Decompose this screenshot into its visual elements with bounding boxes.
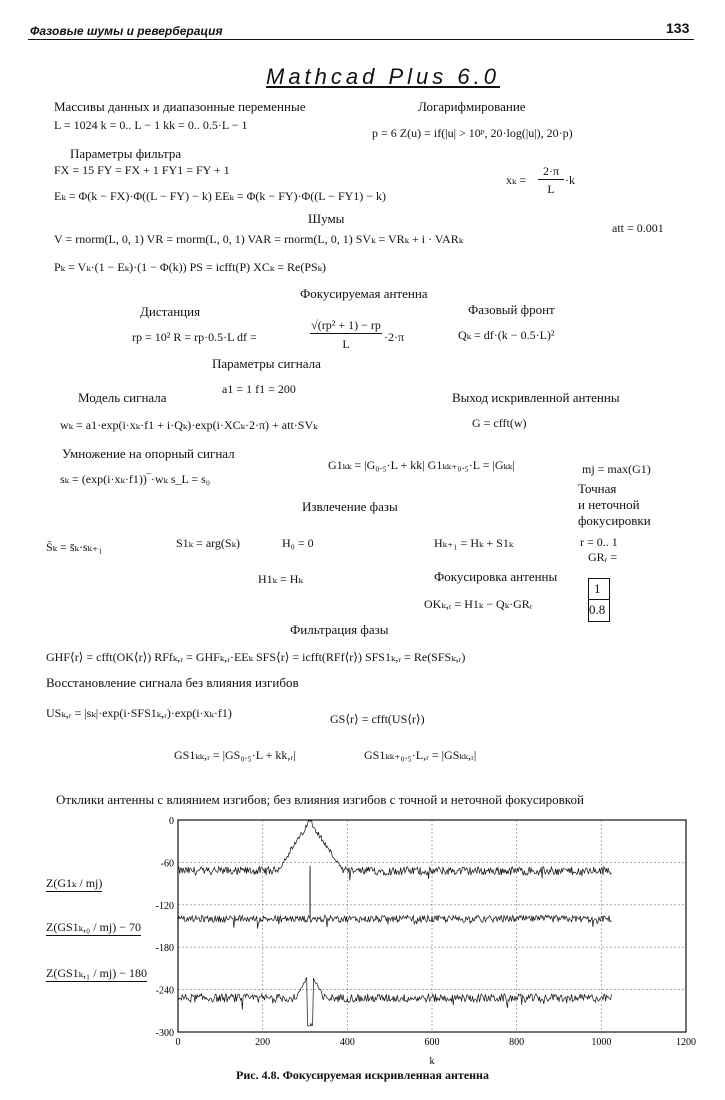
- plot-heading: Отклики антенны с влиянием изгибов; без влияния изгибов с точной и неточной фокусировкой: [56, 792, 584, 807]
- y-tick-label: -240: [155, 985, 174, 997]
- x-tick-label: 400: [339, 1037, 355, 1048]
- plot-ticks: [156, 816, 696, 1067]
- gr-lhs: GRᵣ =: [588, 550, 618, 564]
- df-num: √(rp² + 1) − rp: [311, 318, 381, 332]
- focus-label-2: и неточной: [578, 497, 640, 512]
- y-tick-label: 0: [169, 816, 174, 827]
- page-number: 133: [666, 20, 690, 36]
- multiply-label: Умножение на опорный сигнал: [62, 446, 235, 461]
- page-title: Mathcad Plus 6.0: [266, 64, 500, 89]
- us-formula: USₖ,ᵣ = |sₖ|·exp(i·SFS1ₖ,ᵣ)·exp(i·xₖ·f1): [46, 706, 232, 720]
- y-tick-label: -300: [155, 1028, 174, 1039]
- g-fft-formula: G = cfft(w): [472, 416, 527, 430]
- y-tick-label: -60: [160, 858, 174, 870]
- x-tick-label: 1000: [591, 1037, 612, 1048]
- log-label: Логарифмирование: [418, 99, 526, 114]
- figure-caption: Рис. 4.8. Фокусируемая искривленная антенна: [236, 1068, 489, 1082]
- df-den: L: [342, 337, 350, 351]
- ek-formula: Eₖ = Φ(k − FX)·Φ((L − FY) − k) EEₖ = Φ(k − FY)·Φ((L − FY1) − k): [54, 189, 387, 203]
- x-tick-label: 1200: [676, 1037, 696, 1048]
- restore-label: Восстановление сигнала без влияния изгибов: [46, 675, 299, 690]
- mj-formula: mj = max(G1): [582, 462, 651, 476]
- distance-label: Дистанция: [140, 304, 201, 319]
- x-tick-label: 600: [424, 1037, 440, 1048]
- h0-formula: H₀ = 0: [282, 536, 314, 550]
- focused-antenna-label: Фокусируемая антенна: [300, 286, 428, 301]
- y-tick-label: -120: [155, 900, 174, 912]
- x-tick-label: 800: [509, 1037, 525, 1048]
- signal-params-label: Параметры сигнала: [212, 356, 321, 371]
- plot-series-3: [178, 977, 612, 1026]
- signal-params: a1 = 1 f1 = 200: [222, 382, 296, 396]
- s-bar-formula: S̄ₖ = s̄ₖ·sₖ₊₁: [46, 540, 103, 554]
- legend-expr-1: Z(G1ₖ / mj): [46, 876, 103, 890]
- gs1a-formula: GS1ₖₖ,ᵣ = |GS₀.₅·L + kk,ᵣ|: [174, 748, 296, 762]
- data-arrays-label: Массивы данных и диапазонные переменные: [54, 99, 306, 114]
- xk-den: L: [547, 182, 555, 196]
- xk-num: 2·π: [538, 164, 564, 180]
- xk-rhs: ·k: [565, 173, 575, 187]
- filter-label: Параметры фильтра: [70, 146, 182, 161]
- focus-label-1: Точная: [578, 481, 617, 496]
- legend-expr-2: Z(GS1ₖ,₀ / mj) − 70: [46, 920, 141, 934]
- plot-series-group: [178, 820, 612, 1026]
- x-axis-label: k: [429, 1056, 435, 1067]
- phase-filter-formula: GHF⟨r⟩ = cfft(OK⟨r⟩) RFfₖ,ᵣ = GHFₖ,ᵣ·EEₖ SFS⟨r⟩ = icfft(RFf⟨r⟩) SFS1ₖ,ᵣ = Re(SFSₖ,ᵣ): [46, 650, 466, 664]
- x-tick-label: 0: [175, 1037, 181, 1048]
- antenna-focus-label: Фокусировка антенны: [434, 569, 558, 584]
- sk-formula: sₖ = (exp(i·xₖ·f1))‾·wₖ s_L = s₀: [60, 472, 211, 486]
- signal-model-formula: wₖ = a1·exp(i·xₖ·f1 + i·Qₖ)·exp(i·XCₖ·2·π) + att·SVₖ: [60, 418, 318, 432]
- gr-matrix: [588, 578, 610, 622]
- xk-lhs: xₖ =: [506, 173, 527, 187]
- noise-label: Шумы: [308, 211, 345, 226]
- gs1b-formula: GS1ₖₖ₊₀.₅·L,ᵣ = |GSₖₖ,ᵣ|: [364, 748, 477, 762]
- filter-params: FX = 15 FY = FX + 1 FY1 = FY + 1: [54, 163, 230, 177]
- section-header: Фазовые шумы и реверберация: [30, 24, 223, 38]
- s1-formula: S1ₖ = arg(Sₖ): [176, 536, 240, 550]
- plot-grid: [178, 820, 686, 1032]
- phase-filter-label: Фильтрация фазы: [290, 622, 389, 637]
- r-range: r = 0.. 1: [580, 535, 618, 549]
- h1-formula: H1ₖ = Hₖ: [258, 572, 303, 586]
- hk-formula: Hₖ₊₁ = Hₖ + S1ₖ: [434, 536, 514, 550]
- gr-value: 0.8: [589, 602, 606, 617]
- plot-series-1: [178, 820, 612, 880]
- phase-front-label: Фазовый фронт: [468, 302, 555, 317]
- ok-formula: OKₖ,ᵣ = H1ₖ − Qₖ·GRᵣ: [424, 597, 533, 611]
- focus-label-3: фокусировки: [578, 513, 651, 528]
- y-tick-label: -180: [155, 943, 174, 955]
- g1-formula: G1ₖₖ = |G₀.₅·L + kk| G1ₖₖ₊₀.₅·L = |Gₖₖ|: [328, 458, 515, 472]
- signal-model-label: Модель сигнала: [78, 390, 167, 405]
- log-formula: p = 6 Z(u) = if(|u| > 10ᵖ, 20·log(|u|), 20·p): [372, 126, 573, 140]
- header-rule: [28, 39, 694, 40]
- df-rhs: ·2·π: [384, 330, 405, 344]
- phase-front-formula: Qₖ = df·(k − 0.5·L)²: [458, 328, 555, 342]
- ranges-formula: L = 1024 k = 0.. L − 1 kk = 0.. 0.5·L − 1: [54, 118, 248, 132]
- x-tick-label: 200: [255, 1037, 271, 1048]
- phase-extract-label: Извлечение фазы: [302, 499, 398, 514]
- pk-formula: Pₖ = Vₖ·(1 − Eₖ)·(1 − Φ(k)) PS = icfft(P) XCₖ = Re(PSₖ): [54, 260, 327, 274]
- plot-series-2: [178, 915, 612, 928]
- response-plot: [140, 808, 700, 1067]
- gs-formula: GS⟨r⟩ = cfft(US⟨r⟩): [330, 712, 425, 726]
- legend-expr-3: Z(GS1ₖ,₁ / mj) − 180: [46, 966, 147, 980]
- curved-output-label: Выход искривленной антенны: [452, 390, 620, 405]
- distance-formula: rp = 10² R = rp·0.5·L df =: [132, 330, 257, 344]
- noise-formulas: V = rnorm(L, 0, 1) VR = rnorm(L, 0, 1) VAR = rnorm(L, 0, 1) SVₖ = VRₖ + i · VARₖ: [54, 232, 464, 246]
- gr-value: 1: [594, 581, 601, 596]
- att-param: att = 0.001: [612, 221, 664, 235]
